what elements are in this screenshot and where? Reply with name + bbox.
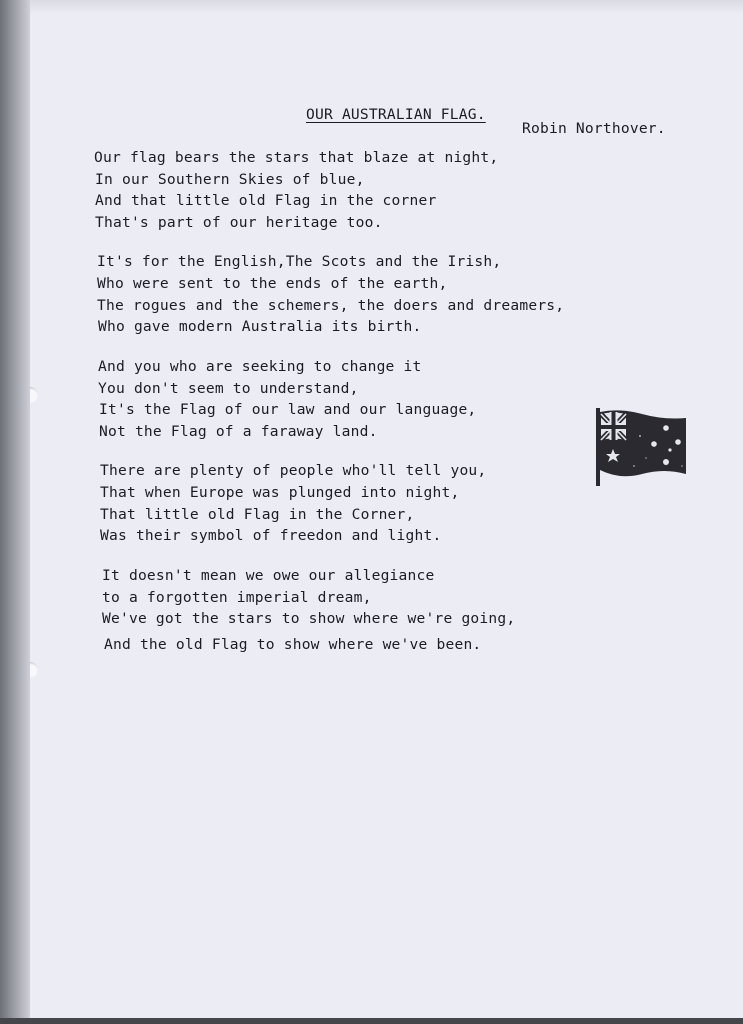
punch-hole-top: [30, 387, 38, 403]
stanza-4-line-1: There are plenty of people who'll tell you,: [100, 462, 487, 479]
stanza-4-line-4: Was their symbol of freedon and light.: [100, 527, 442, 544]
stanza-3-line-3: It's the Flag of our law and our language,: [99, 401, 477, 418]
stanza-5-line-4: And the old Flag to show where we've been.: [104, 636, 482, 653]
stanza-5-line-3: We've got the stars to show where we're going,: [102, 610, 516, 627]
stanza-2-line-1: It's for the English,The Scots and the Irish,: [97, 253, 502, 270]
stanza-1-line-2: In our Southern Skies of blue,: [95, 171, 365, 188]
scan-edge-shadow: [0, 0, 30, 1024]
stanza-1-line-3: And that little old Flag in the corner: [95, 192, 437, 209]
stanza-2-line-4: Who gave modern Australia its birth.: [98, 318, 422, 335]
stanza-3-line-2: You don't seem to understand,: [98, 380, 359, 397]
stanza-1-line-4: That's part of our heritage too.: [95, 214, 383, 231]
poem-title: OUR AUSTRALIAN FLAG.: [306, 106, 486, 123]
stanza-3-line-4: Not the Flag of a faraway land.: [99, 423, 378, 440]
stanza-3-line-1: And you who are seeking to change it: [98, 358, 422, 375]
stanza-2-line-2: Who were sent to the ends of the earth,: [97, 275, 448, 292]
stanza-1-line-1: Our flag bears the stars that blaze at night,: [94, 149, 499, 166]
stanza-5-line-1: It doesn't mean we owe our allegiance: [102, 567, 435, 584]
scan-bottom-edge: [0, 1018, 743, 1024]
stanza-2-line-3: The rogues and the schemers, the doers and dreamers,: [97, 297, 565, 314]
punch-hole-bottom: [30, 662, 38, 678]
scan-top-edge: [30, 0, 743, 14]
australian-flag-icon: [596, 406, 688, 488]
stanza-4-line-3: That little old Flag in the Corner,: [100, 506, 415, 523]
stanza-4-line-2: That when Europe was plunged into night,: [100, 484, 460, 501]
document-page: [30, 0, 743, 1018]
stanza-5-line-2: to a forgotten imperial dream,: [102, 589, 372, 606]
poem-author: Robin Northover.: [522, 120, 666, 137]
